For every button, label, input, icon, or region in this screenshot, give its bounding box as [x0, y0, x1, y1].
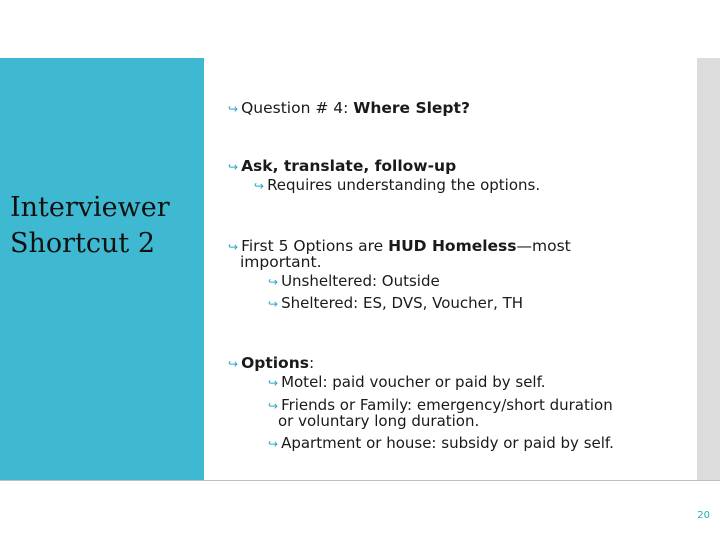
bullet-question: ↪ Question # 4: Where Slept? — [228, 99, 470, 117]
footer-divider — [0, 480, 720, 481]
bullet-options: ↪ Options: — [228, 354, 315, 372]
bullet-ask: ↪ Ask, translate, follow-up — [228, 157, 457, 175]
curved-arrow-icon: ↪ — [228, 357, 239, 371]
curved-arrow-icon: ↪ — [268, 297, 279, 311]
curved-arrow-icon: ↪ — [228, 160, 239, 174]
right-edge-strip — [697, 58, 720, 480]
sub-bullet-unsheltered: ↪ Unsheltered: Outside — [268, 272, 440, 290]
sub-bullet-friends-line2: or voluntary long duration. — [278, 412, 480, 430]
curved-arrow-icon: ↪ — [228, 102, 239, 116]
curved-arrow-icon: ↪ — [254, 179, 265, 193]
curved-arrow-icon: ↪ — [268, 376, 279, 390]
page-number: 20 — [697, 510, 710, 521]
slide-title — [10, 190, 200, 262]
title-line-2: Shortcut 2 — [10, 228, 156, 259]
title-panel — [0, 58, 204, 480]
bullet-first-five: ↪ First 5 Options are HUD Homeless—most — [228, 237, 571, 255]
sub-bullet-sheltered: ↪ Sheltered: ES, DVS, Voucher, TH — [268, 294, 524, 312]
curved-arrow-icon: ↪ — [228, 240, 239, 254]
title-line-1: Interviewer — [10, 192, 170, 223]
curved-arrow-icon: ↪ — [268, 275, 279, 289]
sub-bullet-motel: ↪ Motel: paid voucher or paid by self. — [268, 373, 546, 391]
sub-bullet-requires: ↪ Requires understanding the options. — [254, 176, 541, 194]
sub-bullet-friends: ↪ Friends or Family: emergency/short duration — [268, 396, 613, 414]
bullet-first-five-line2: important. — [240, 253, 322, 271]
curved-arrow-icon: ↪ — [268, 399, 279, 413]
curved-arrow-icon: ↪ — [268, 437, 279, 451]
sub-bullet-apartment: ↪ Apartment or house: subsidy or paid by self. — [268, 434, 614, 452]
